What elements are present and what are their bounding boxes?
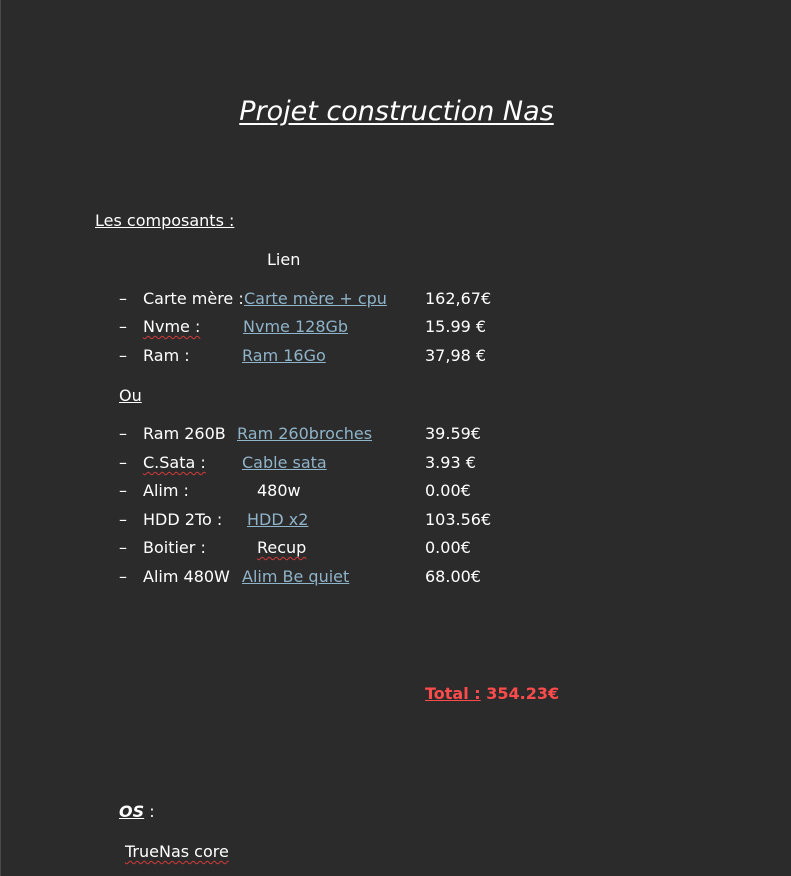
bullet-dash: –	[119, 346, 127, 365]
total-line	[425, 684, 559, 703]
list-item	[119, 510, 619, 532]
list-item	[119, 317, 619, 339]
component-value: 480w	[257, 481, 301, 500]
list-item	[119, 346, 619, 368]
or-label: Ou	[119, 386, 142, 405]
component-price: 68.00€	[425, 567, 481, 586]
bullet-dash: –	[119, 453, 127, 472]
component-name: C.Sata :	[143, 453, 206, 472]
bullet-dash: –	[119, 538, 127, 557]
component-price: 3.93 €	[425, 453, 476, 472]
component-link[interactable]: HDD x2	[247, 510, 309, 529]
components-label: Les composants :	[95, 211, 235, 230]
component-price: 0.00€	[425, 481, 471, 500]
component-price: 37,98 €	[425, 346, 487, 365]
list-item	[119, 481, 619, 503]
bullet-dash: –	[119, 567, 127, 586]
os-value: TrueNas core	[125, 842, 229, 861]
document-title: Projet construction Nas	[239, 96, 554, 127]
component-link[interactable]: Ram 16Go	[242, 346, 326, 365]
bullet-dash: –	[119, 424, 127, 443]
list-item	[119, 538, 619, 560]
component-name: Alim :	[143, 481, 189, 500]
component-price: 39.59€	[425, 424, 481, 443]
component-price: 103.56€	[425, 510, 492, 529]
list-item	[119, 453, 619, 475]
component-name: Alim 480W	[143, 567, 230, 586]
link-column-header: Lien	[267, 250, 301, 269]
component-name: Nvme :	[143, 317, 201, 336]
component-link[interactable]: Ram 260broches	[237, 424, 373, 443]
list-item	[119, 424, 619, 446]
os-label: OS	[119, 802, 145, 821]
total-value: 354.23€	[486, 684, 560, 703]
total-label: Total :	[425, 684, 481, 703]
component-name: Ram 260B	[143, 424, 226, 443]
os-heading	[119, 802, 155, 821]
bullet-dash: –	[119, 289, 127, 308]
component-name: Carte mère :	[143, 289, 244, 308]
bullet-dash: –	[119, 510, 127, 529]
component-price: 15.99 €	[425, 317, 487, 336]
component-name: Boitier :	[143, 538, 206, 557]
bullet-dash: –	[119, 317, 127, 336]
list-item	[119, 567, 619, 589]
list-item	[119, 289, 619, 311]
component-link[interactable]: Carte mère + cpu	[244, 289, 387, 308]
component-link[interactable]: Alim Be quiet	[242, 567, 350, 586]
component-price: 0.00€	[425, 538, 471, 557]
component-value: Recup	[257, 538, 307, 557]
component-link[interactable]: Nvme 128Gb	[243, 317, 349, 336]
component-link[interactable]: Cable sata	[242, 453, 327, 472]
component-price: 162,67€	[425, 289, 492, 308]
bullet-dash: –	[119, 481, 127, 500]
component-name: HDD 2To :	[143, 510, 223, 529]
os-colon: :	[144, 802, 155, 821]
component-name: Ram :	[143, 346, 190, 365]
